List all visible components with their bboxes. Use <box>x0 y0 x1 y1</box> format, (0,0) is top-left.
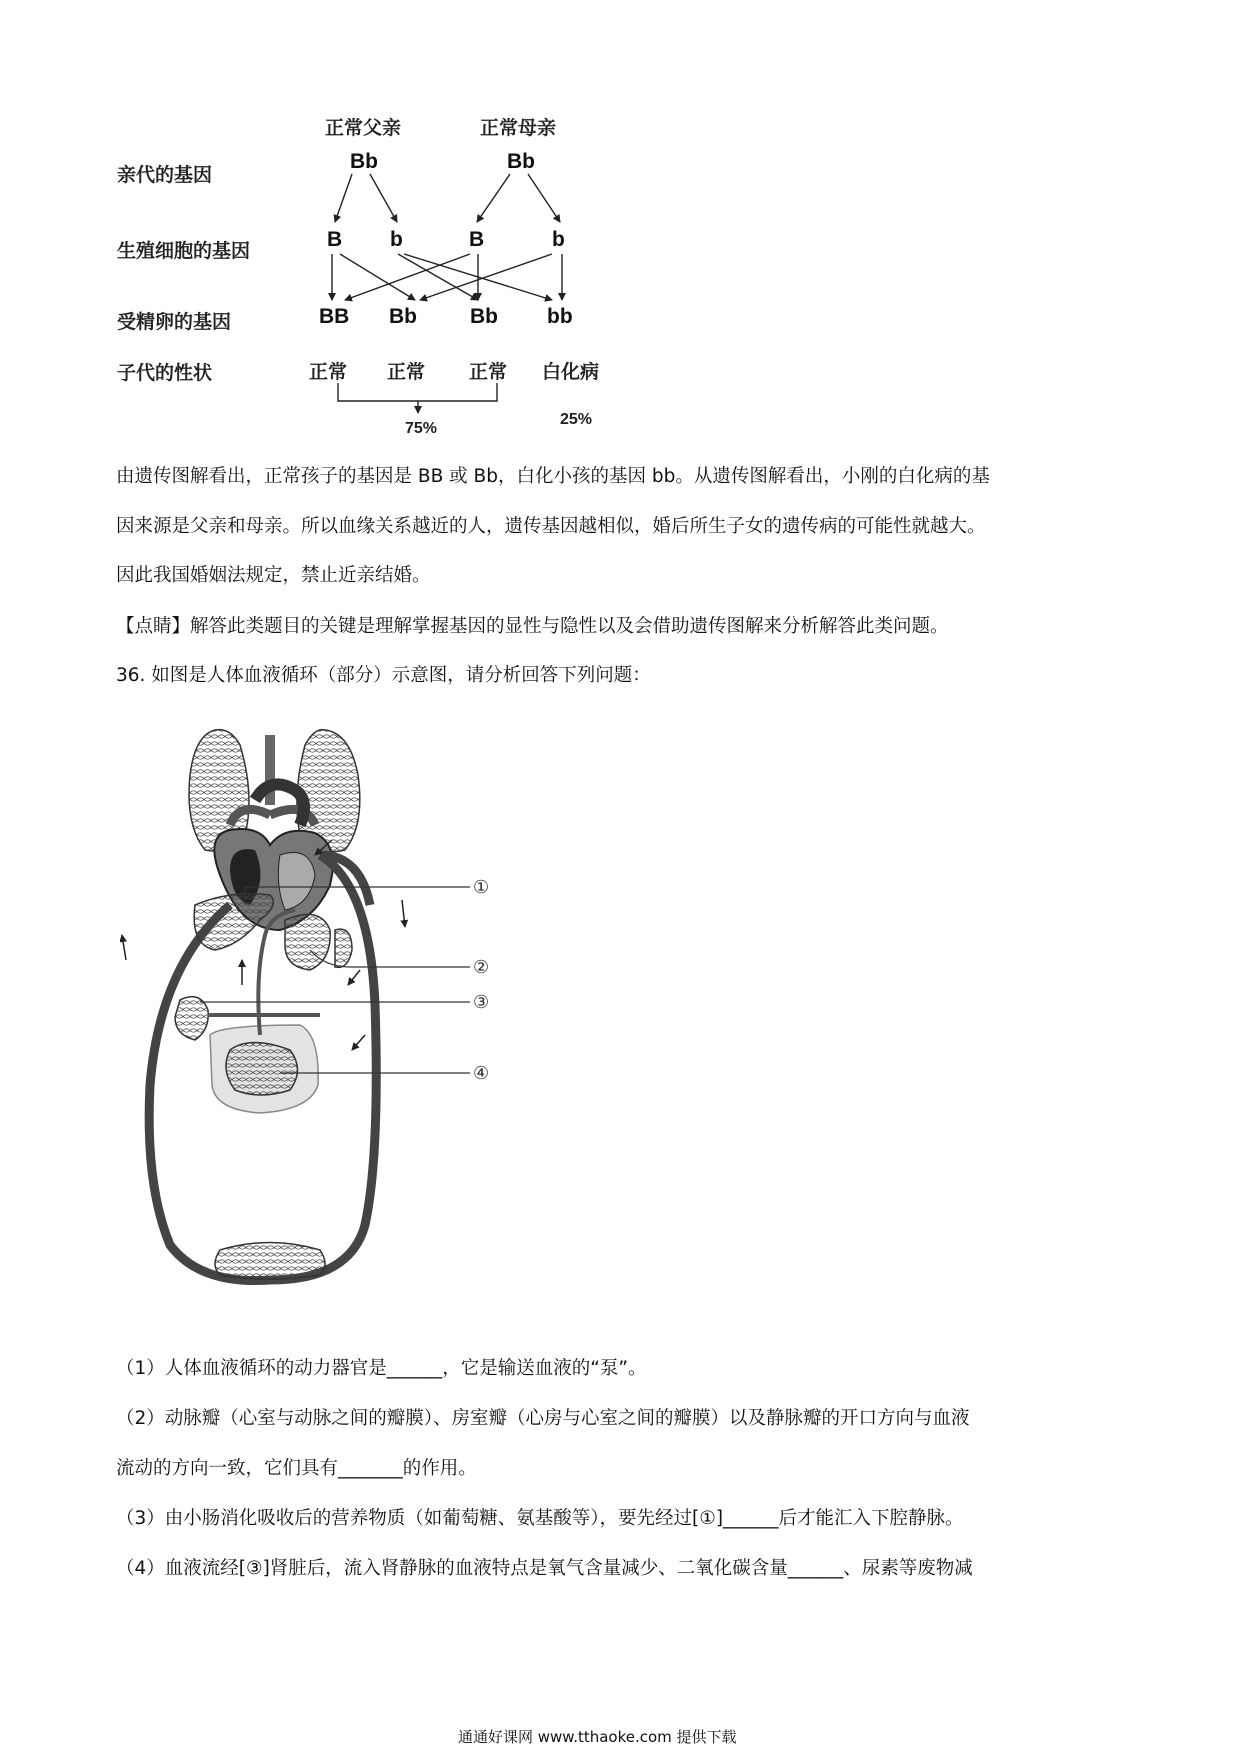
marker-1: ① <box>473 877 490 897</box>
lower-capillaries <box>215 1243 325 1280</box>
marker-2: ② <box>473 957 490 977</box>
page-footer: 通通好课网 www.tthaoke.com 提供下载 <box>458 1728 737 1746</box>
genetic-arrows <box>0 0 700 440</box>
marker-3: ③ <box>473 992 490 1012</box>
kidney <box>175 997 208 1040</box>
row-label-offspring-traits: 子代的性状 <box>117 362 213 384</box>
percent-normal: 75% <box>405 420 438 437</box>
spleen <box>335 929 352 967</box>
explanation-line-2: 因来源是父亲和母亲。所以血缘关系越近的人，遗传基因越相似，婚后所生子女的遗传病的可能性就越大。 <box>116 516 986 537</box>
explanation-line-1: 由遗传图解看出，正常孩子的基因是 BB 或 Bb，白化小孩的基因 bb。从遗传图解看出，小刚的白化病的基 <box>116 466 990 487</box>
arrow-B-Bb <box>340 254 415 300</box>
question-36-2-line-1: （2）动脉瓣（心室与动脉之间的瓣膜）、房室瓣（心房与心室之间的瓣膜）以及静脉瓣的开口方向与血液 <box>116 1408 970 1429</box>
question-36-2-line-2: 流动的方向一致，它们具有_______的作用。 <box>116 1458 477 1479</box>
leader-2 <box>310 950 470 967</box>
zygote-3: Bb <box>470 305 498 328</box>
arrow-mother-B <box>477 174 510 222</box>
mother-genotype: Bb <box>507 150 535 173</box>
arrow-b2-Bb <box>420 254 552 300</box>
percent-albino: 25% <box>560 411 593 428</box>
gamete-1: B <box>327 228 343 251</box>
question-36-stem: 36. 如图是人体血液循环（部分）示意图，请分析回答下列问题： <box>116 665 651 686</box>
zygote-1: BB <box>319 305 350 328</box>
arrow-mother-b <box>528 174 560 222</box>
row-label-parent-genes: 亲代的基因 <box>117 164 213 186</box>
father-label: 正常父亲 <box>325 117 402 139</box>
trait-3: 正常 <box>469 361 508 383</box>
zygote-2: Bb <box>389 305 417 328</box>
key-point-comment: 【点睛】解答此类题目的关键是理解掌握基因的显性与隐性以及会借助遗传图解来分析解答此类问题。 <box>116 616 949 637</box>
question-36-4: （4）血液流经[③]肾脏后，流入肾静脉的血液特点是氧气含量减少、二氧化碳含量______、尿素等废物减 <box>116 1558 973 1579</box>
mother-label: 正常母亲 <box>480 117 557 139</box>
arrow-father-B <box>335 174 352 222</box>
father-genotype: Bb <box>350 150 378 173</box>
zygote-4: bb <box>547 305 573 328</box>
gamete-3: B <box>469 228 485 251</box>
blood-circulation-figure <box>120 705 520 1305</box>
gamete-2: b <box>390 228 403 251</box>
trait-1: 正常 <box>309 361 348 383</box>
stomach <box>285 914 330 970</box>
trait-4: 白化病 <box>542 361 600 383</box>
arrow-B2-BB <box>345 254 470 300</box>
question-36-1: （1）人体血液循环的动力器官是______，它是输送血液的“泵”。 <box>116 1358 647 1379</box>
row-label-zygote-genes: 受精卵的基因 <box>117 311 232 333</box>
circulation-illustration <box>120 705 520 1305</box>
row-label-gamete-genes: 生殖细胞的基因 <box>117 240 251 262</box>
explanation-line-3: 因此我国婚姻法规定，禁止近亲结婚。 <box>116 565 431 586</box>
normal-bracket <box>338 383 497 401</box>
gamete-4: b <box>552 228 565 251</box>
arrow-father-b <box>370 174 397 222</box>
trait-2: 正常 <box>387 361 426 383</box>
question-36-3: （3）由小肠消化吸收后的营养物质（如葡萄糖、氨基酸等），要先经过[①]______后才能汇入下腔静脉。 <box>116 1508 964 1529</box>
marker-4: ④ <box>473 1063 490 1083</box>
small-intestine <box>226 1043 298 1096</box>
